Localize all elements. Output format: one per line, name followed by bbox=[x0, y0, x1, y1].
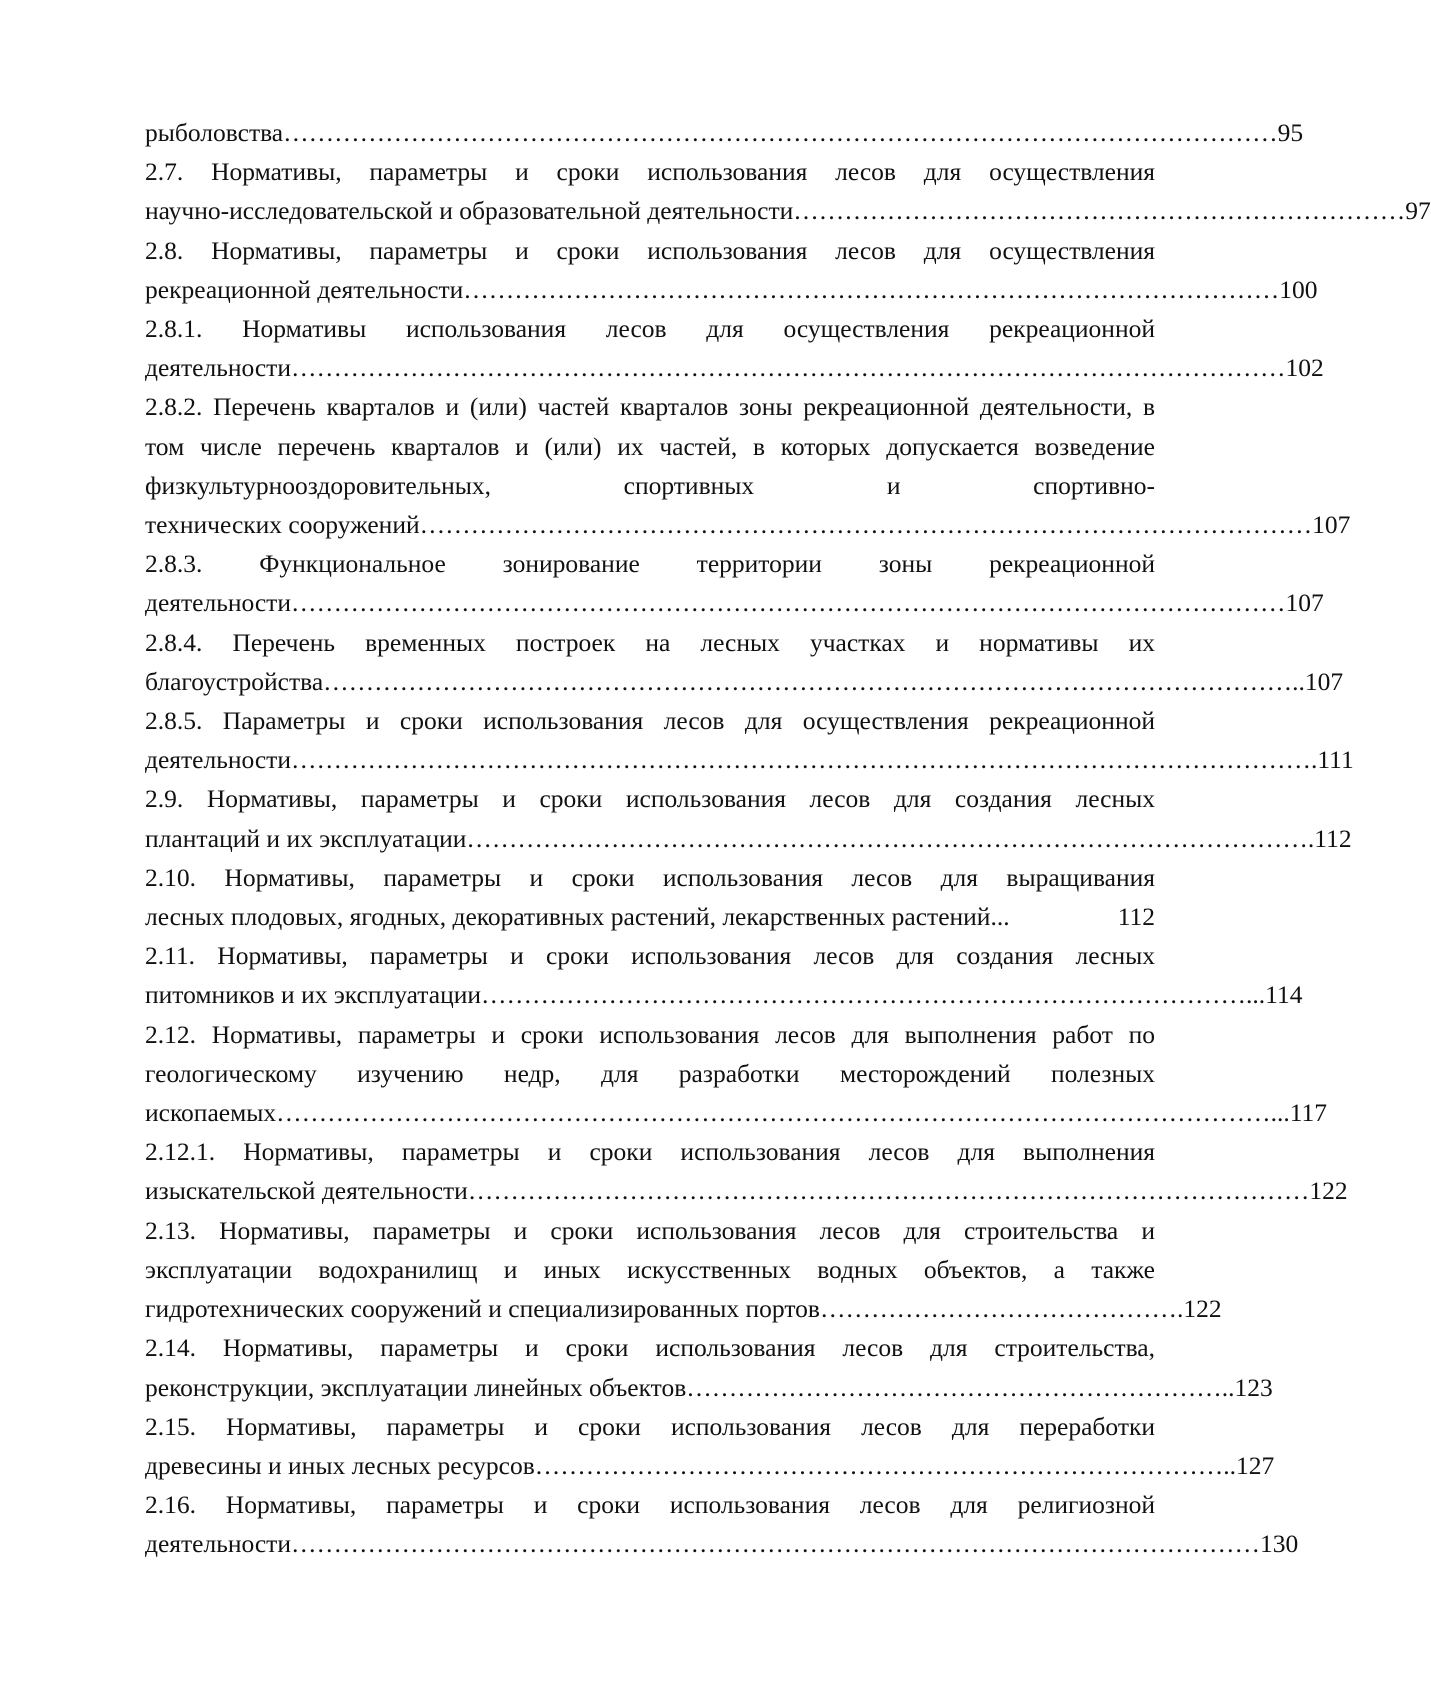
page-number: 107 bbox=[1304, 666, 1344, 696]
dot-leader: ... bbox=[990, 902, 1010, 932]
page-number: 107 bbox=[1285, 588, 1324, 618]
toc-entry-2-8-4 bbox=[145, 623, 1344, 701]
toc-entry-last-line bbox=[145, 270, 1318, 309]
dot-leader: …………………………………………………………………………………………………….. bbox=[323, 666, 1305, 696]
toc-entry-text: 2.9. Нормативы, параметры и сроки использования лесов для создания лесных bbox=[145, 784, 1155, 814]
toc-entry-2-8-2 bbox=[145, 387, 1351, 544]
toc-entry-2-9 bbox=[145, 779, 1352, 857]
toc-entry-tail: реконструкции, эксплуатации линейных объектов bbox=[145, 1372, 687, 1402]
dot-leader: ……………………………………………………………… bbox=[793, 196, 1406, 226]
toc-entry-tail: рекреационной деятельности bbox=[145, 274, 464, 304]
toc-entry-text: 2.10. Нормативы, параметры и сроки использования лесов для выращивания bbox=[145, 862, 1155, 892]
toc-entry-text: 2.13. Нормативы, параметры и сроки использования лесов для строительства и эксплуатации водохранилищ и иных искусственных водных объектов, а также bbox=[145, 1215, 1155, 1284]
toc-entry-last-line bbox=[145, 1093, 1328, 1132]
dot-leader: …………………………………………………………………………………………… bbox=[419, 510, 1313, 540]
toc-entry-last-line bbox=[145, 1171, 1348, 1210]
dot-leader: ……………………………………………………………………………………… bbox=[467, 1176, 1310, 1206]
toc-entry-tail: древесины и иных лесных ресурсов bbox=[145, 1450, 535, 1480]
toc-entry-last-line bbox=[145, 583, 1324, 622]
toc-entry-last-line bbox=[145, 1368, 1273, 1407]
toc-entry-text: 2.8.2. Перечень кварталов и (или) частей кварталов зоны рекреационной деятельности, в том числе перечень кварталов и (или) их частей, в которых допускается возведение физкультурнооздоровительных, спортивных и спортивно- bbox=[145, 392, 1155, 500]
dot-leader: ……………………………………………………………………………………………………… bbox=[290, 588, 1286, 618]
page-number: 122 bbox=[1183, 1294, 1222, 1324]
page-number: 100 bbox=[1279, 274, 1318, 304]
page-number: 102 bbox=[1285, 353, 1324, 383]
dot-leader: ………………………………………………………………………………... bbox=[481, 980, 1266, 1010]
toc-entry-tail: гидротехнических сооружений и специализированных портов bbox=[145, 1294, 820, 1324]
toc-entry-2-11 bbox=[145, 936, 1303, 1014]
toc-entry-last-line bbox=[145, 975, 1303, 1014]
page-number: 97 bbox=[1405, 196, 1431, 226]
toc-entry-text: 2.15. Нормативы, параметры и сроки использования лесов для переработки bbox=[145, 1411, 1155, 1441]
page-number: 107 bbox=[1312, 510, 1351, 540]
toc-entry-2-13 bbox=[145, 1211, 1222, 1329]
toc-entry-last-line bbox=[145, 819, 1352, 858]
table-of-contents bbox=[145, 113, 1431, 1564]
toc-entry-last-line bbox=[145, 740, 1354, 779]
dot-leader: …………………………………………………………………………………………………………. bbox=[290, 745, 1318, 775]
toc-entry-2-8-3 bbox=[145, 544, 1324, 622]
page-number: 112 bbox=[1314, 823, 1352, 853]
toc-entry-2-8-5 bbox=[145, 701, 1354, 779]
toc-entry-tail: рыболовства bbox=[145, 118, 284, 147]
toc-entry-last-line bbox=[145, 897, 1155, 936]
toc-entry-tail: лесных плодовых, ягодных, декоративных растений, лекарственных растений bbox=[145, 902, 991, 932]
toc-entry-tail: технических сооружений bbox=[145, 510, 420, 540]
page-number: 127 bbox=[1236, 1450, 1275, 1480]
toc-entry-last-line bbox=[145, 505, 1351, 544]
toc-entry-last-line bbox=[145, 1289, 1222, 1328]
toc-entry-last-line bbox=[145, 662, 1344, 701]
toc-entry-tail: деятельности bbox=[145, 745, 291, 775]
toc-entry-text: 2.7. Нормативы, параметры и сроки использования лесов для осуществления bbox=[145, 157, 1155, 187]
toc-entry-2-7 bbox=[145, 152, 1431, 230]
page-number: 122 bbox=[1309, 1176, 1348, 1206]
toc-entry-text: 2.8.3. Функциональное зонирование территории зоны рекреационной bbox=[145, 549, 1155, 579]
toc-entry-text: 2.8. Нормативы, параметры и сроки использования лесов для осуществления bbox=[145, 235, 1155, 265]
toc-entry-tail: деятельности bbox=[145, 353, 291, 383]
toc-entry-tail: питомников и их эксплуатации bbox=[145, 980, 482, 1010]
toc-entry-2-12-1 bbox=[145, 1132, 1348, 1210]
dot-leader: …………………………………………………………………………………………………… bbox=[290, 1529, 1260, 1559]
dot-leader: ……………………………………………………………………………………………………… bbox=[290, 353, 1286, 383]
toc-entry-last-line bbox=[145, 1524, 1299, 1563]
toc-entry-last-line bbox=[145, 191, 1431, 230]
toc-entry-text: 2.11. Нормативы, параметры и сроки использования лесов для создания лесных bbox=[145, 941, 1155, 971]
toc-entry-2-8 bbox=[145, 231, 1318, 309]
page-number: 95 bbox=[1277, 118, 1304, 147]
toc-entry-2-8-1 bbox=[145, 309, 1324, 387]
toc-entry-text: 2.12. Нормативы, параметры и сроки использования лесов для выполнения работ по геологическому изучению недр, для разработки месторождений полезных bbox=[145, 1019, 1155, 1088]
toc-entry-text: 2.14. Нормативы, параметры и сроки использования лесов для строительства, bbox=[145, 1333, 1155, 1363]
dot-leader: ………………………………………………………………………………………………………... bbox=[276, 1098, 1290, 1128]
toc-entry-tail: плантаций и их эксплуатации bbox=[145, 823, 467, 853]
toc-entry-tail: деятельности bbox=[145, 1529, 291, 1559]
toc-entry-2-14 bbox=[145, 1328, 1273, 1406]
page-number: 123 bbox=[1234, 1372, 1273, 1402]
page-number: 130 bbox=[1259, 1529, 1299, 1559]
toc-entry-2-16 bbox=[145, 1485, 1299, 1563]
page-number: 117 bbox=[1289, 1098, 1328, 1128]
page-number: 114 bbox=[1265, 980, 1303, 1010]
toc-entry-last-line bbox=[145, 113, 1304, 152]
toc-entry-last-line bbox=[145, 348, 1324, 387]
toc-entry-2-10 bbox=[145, 858, 1155, 936]
toc-entry-text: 2.16. Нормативы, параметры и сроки использования лесов для религиозной bbox=[145, 1490, 1155, 1520]
toc-entry-text: 2.12.1. Нормативы, параметры и сроки использования лесов для выполнения bbox=[145, 1137, 1155, 1167]
toc-entry-2-12 bbox=[145, 1015, 1328, 1133]
dot-leader: ……………………………………………………………………………………………………… bbox=[283, 118, 1278, 147]
toc-entry-tail: изыскательской деятельности bbox=[145, 1176, 468, 1206]
page-number: 111 bbox=[1317, 745, 1354, 775]
dot-leader: ……………………………………………………………………….. bbox=[534, 1450, 1237, 1480]
toc-entry-text: 2.8.1. Нормативы использования лесов для осуществления рекреационной bbox=[145, 314, 1155, 344]
toc-entry-2-15 bbox=[145, 1407, 1275, 1485]
toc-entry-tail: благоустройства bbox=[145, 666, 324, 696]
dot-leader: ……………………………………. bbox=[819, 1294, 1184, 1324]
dot-leader: ………………………………………………………………………………………. bbox=[466, 823, 1315, 853]
toc-entry-text: 2.8.4. Перечень временных построек на лесных участках и нормативы их bbox=[145, 627, 1155, 657]
dot-leader: ……………………………………………………….. bbox=[686, 1372, 1235, 1402]
toc-entry-tail: ископаемых bbox=[145, 1098, 277, 1128]
page-number: 112 bbox=[1117, 902, 1155, 932]
toc-entry-text: 2.8.5. Параметры и сроки использования лесов для осуществления рекреационной bbox=[145, 706, 1155, 736]
toc-entry-tail: деятельности bbox=[145, 588, 291, 618]
dot-leader: …………………………………………………………………………………… bbox=[463, 274, 1280, 304]
toc-entry-fishing bbox=[145, 113, 1304, 152]
toc-entry-last-line bbox=[145, 1446, 1275, 1485]
toc-entry-tail: научно-исследовательской и образовательной деятельности bbox=[145, 196, 794, 226]
